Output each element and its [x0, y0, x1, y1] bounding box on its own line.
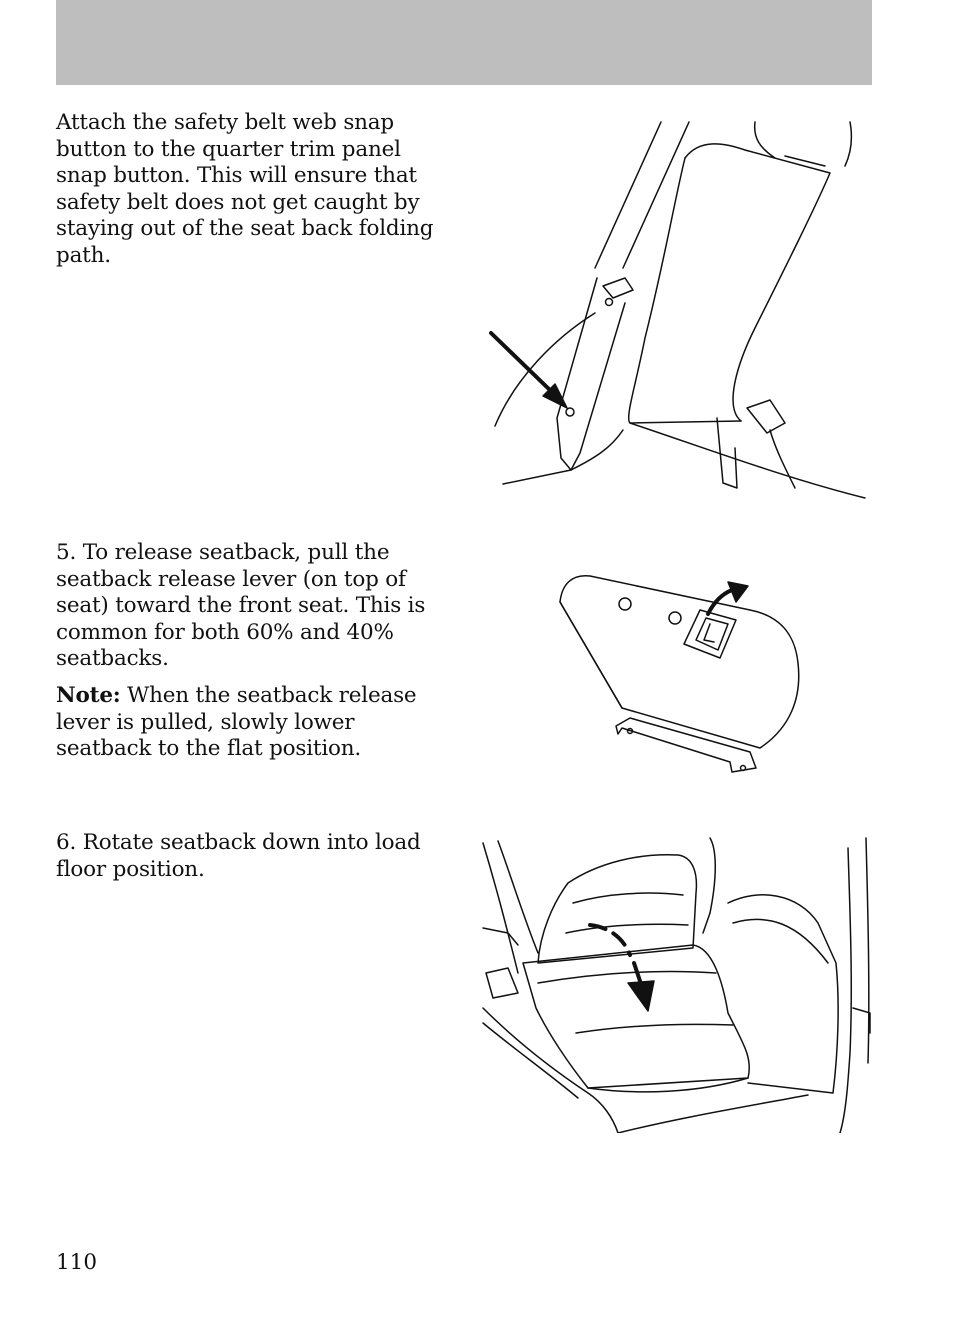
note-paragraph [56, 683, 451, 763]
page-number: 110 [56, 1250, 98, 1275]
step-5-instruction: 5. To release seatback, pull the seatback release lever (on top of seat) toward the front seat. This is common for both 60% and 40% seatbacks. [56, 540, 426, 672]
snap-button-instruction: Attach the safety belt web snap button to the quarter trim panel snap button. This will ensure that safety belt does not get caught by staying out of the seat back folding path. [56, 110, 434, 268]
note-label: Note: [56, 683, 121, 708]
header-bar [56, 0, 872, 85]
seatback-release-lever-illustration [550, 568, 810, 778]
belt-snap-illustration [485, 118, 870, 503]
load-floor-position-illustration [478, 833, 873, 1133]
note-text: When the seatback release lever is pulled, slowly lower seatback to the flat position. [56, 683, 417, 762]
step-6-instruction: 6. Rotate seatback down into load floor position. [56, 830, 421, 882]
